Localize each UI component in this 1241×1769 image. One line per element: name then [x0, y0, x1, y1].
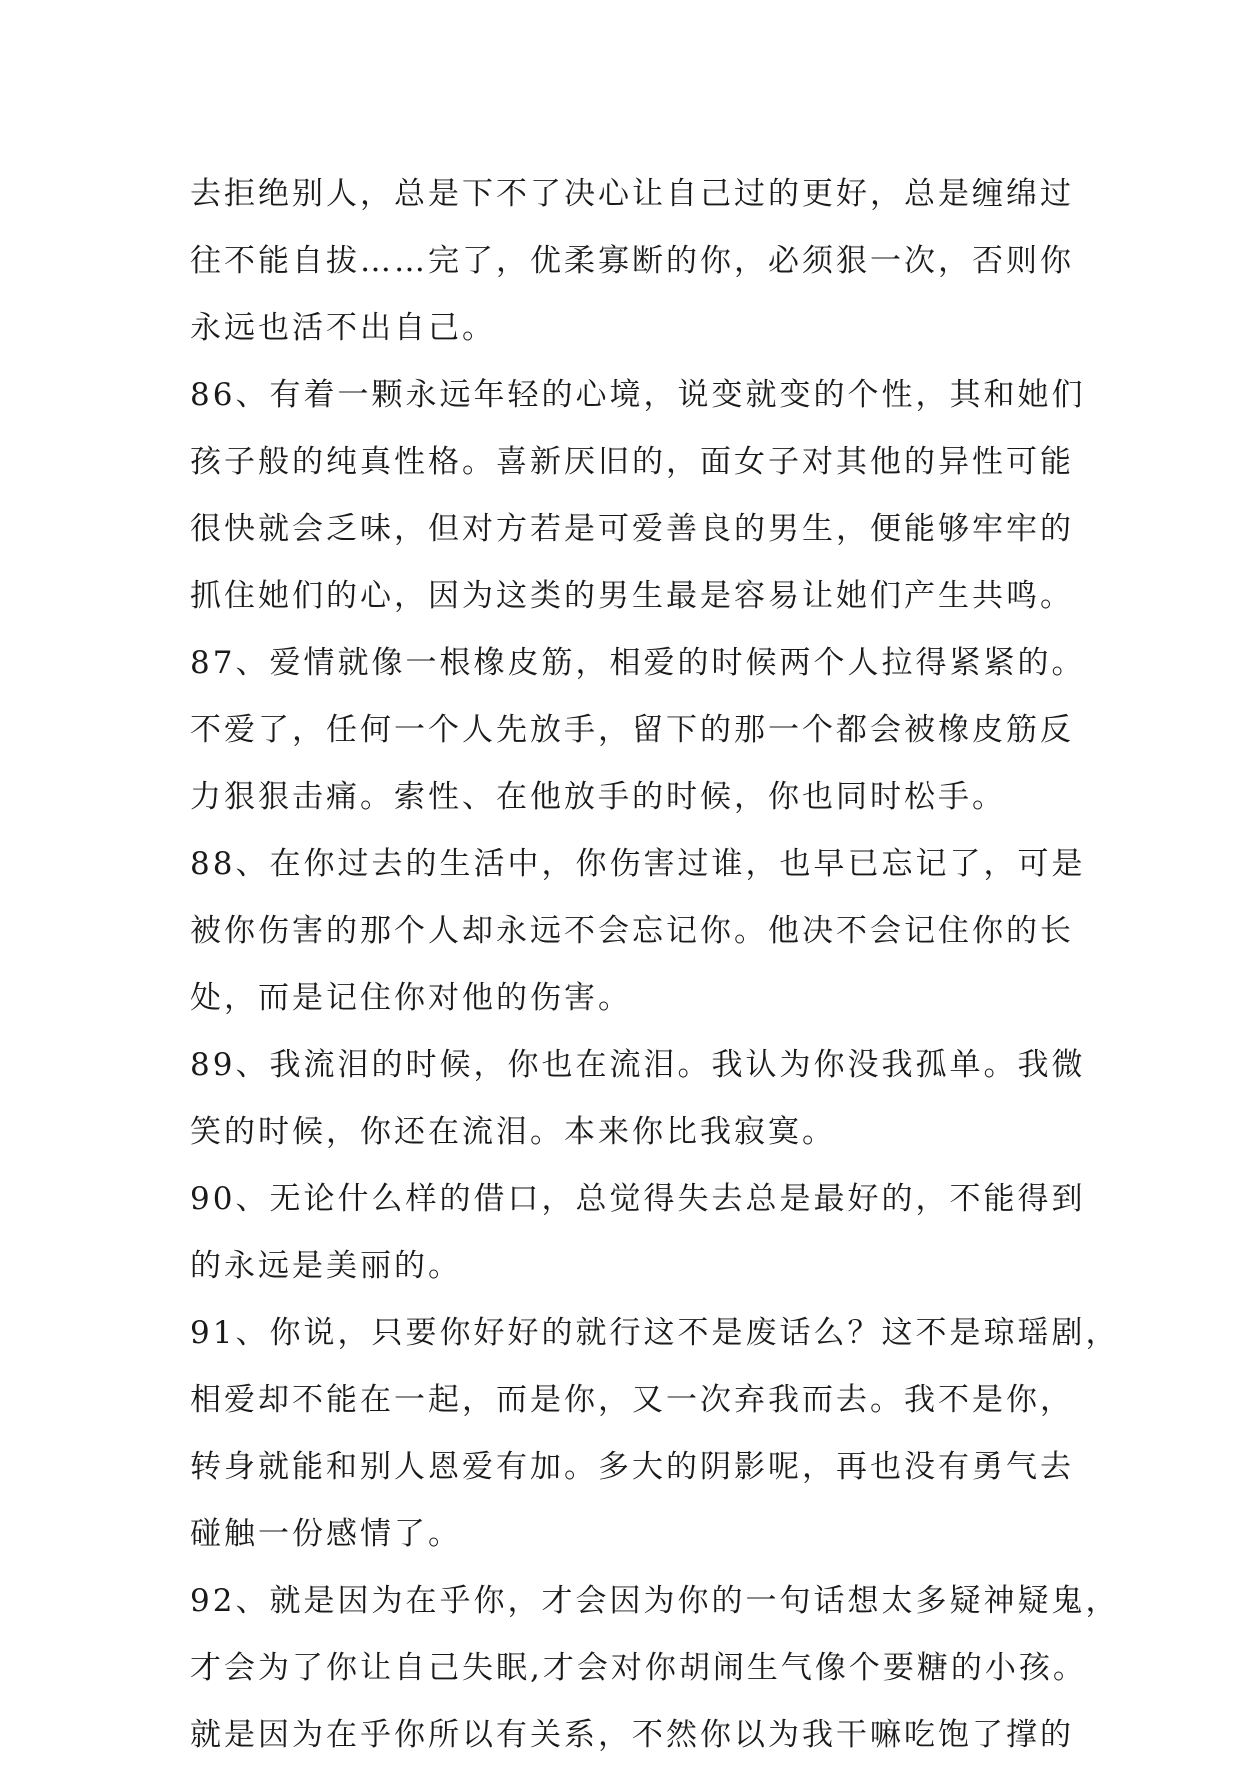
text-line: 92、就是因为在乎你，才会因为你的一句话想太多疑神疑鬼，	[190, 1583, 1120, 1619]
text-line: 不爱了，任何一个人先放手，留下的那一个都会被橡皮筋反	[190, 712, 1074, 748]
text-line: 往不能自拔……完了，优柔寡断的你，必须狠一次，否则你	[190, 243, 1074, 279]
text-line: 笑的时候，你还在流泪。本来你比我寂寞。	[190, 1114, 836, 1150]
text-line: 永远也活不出自己。	[190, 310, 496, 346]
text-line: 就是因为在乎你所以有关系，不然你以为我干嘛吃饱了撑的	[190, 1717, 1074, 1753]
text-line: 去拒绝别人，总是下不了决心让自己过的更好，总是缠绵过	[190, 176, 1074, 212]
text-line: 90、无论什么样的借口，总觉得失去总是最好的，不能得到	[190, 1181, 1086, 1217]
text-line: 91、你说，只要你好好的就行这不是废话么？这不是琼瑶剧，	[190, 1315, 1120, 1351]
text-line: 处，而是记住你对他的伤害。	[190, 980, 632, 1016]
document-body	[190, 161, 1120, 1769]
text-line: 力狠狠击痛。索性、在他放手的时候，你也同时松手。	[190, 779, 1006, 815]
text-line: 抓住她们的心，因为这类的男生最是容易让她们产生共鸣。	[190, 578, 1074, 614]
text-line: 89、我流泪的时候，你也在流泪。我认为你没我孤单。我微	[190, 1047, 1086, 1083]
text-line: 87、爱情就像一根橡皮筋，相爱的时候两个人拉得紧紧的。	[190, 645, 1086, 681]
text-line: 才会为了你让自己失眠,才会对你胡闹生气像个要糖的小孩。	[190, 1650, 1087, 1686]
text-line: 转身就能和别人恩爱有加。多大的阴影呢，再也没有勇气去	[190, 1449, 1074, 1485]
text-line: 相爱却不能在一起，而是你，又一次弃我而去。我不是你，	[190, 1382, 1074, 1418]
text-line: 88、在你过去的生活中，你伤害过谁，也早已忘记了，可是	[190, 846, 1086, 882]
text-line: 碰触一份感情了。	[190, 1516, 462, 1552]
text-line: 86、有着一颗永远年轻的心境，说变就变的个性，其和她们	[190, 377, 1086, 413]
text-line: 被你伤害的那个人却永远不会忘记你。他决不会记住你的长	[190, 913, 1074, 949]
text-line: 孩子般的纯真性格。喜新厌旧的，面女子对其他的异性可能	[190, 444, 1074, 480]
text-line: 很快就会乏味，但对方若是可爱善良的男生，便能够牢牢的	[190, 511, 1074, 547]
text-line: 的永远是美丽的。	[190, 1248, 462, 1284]
